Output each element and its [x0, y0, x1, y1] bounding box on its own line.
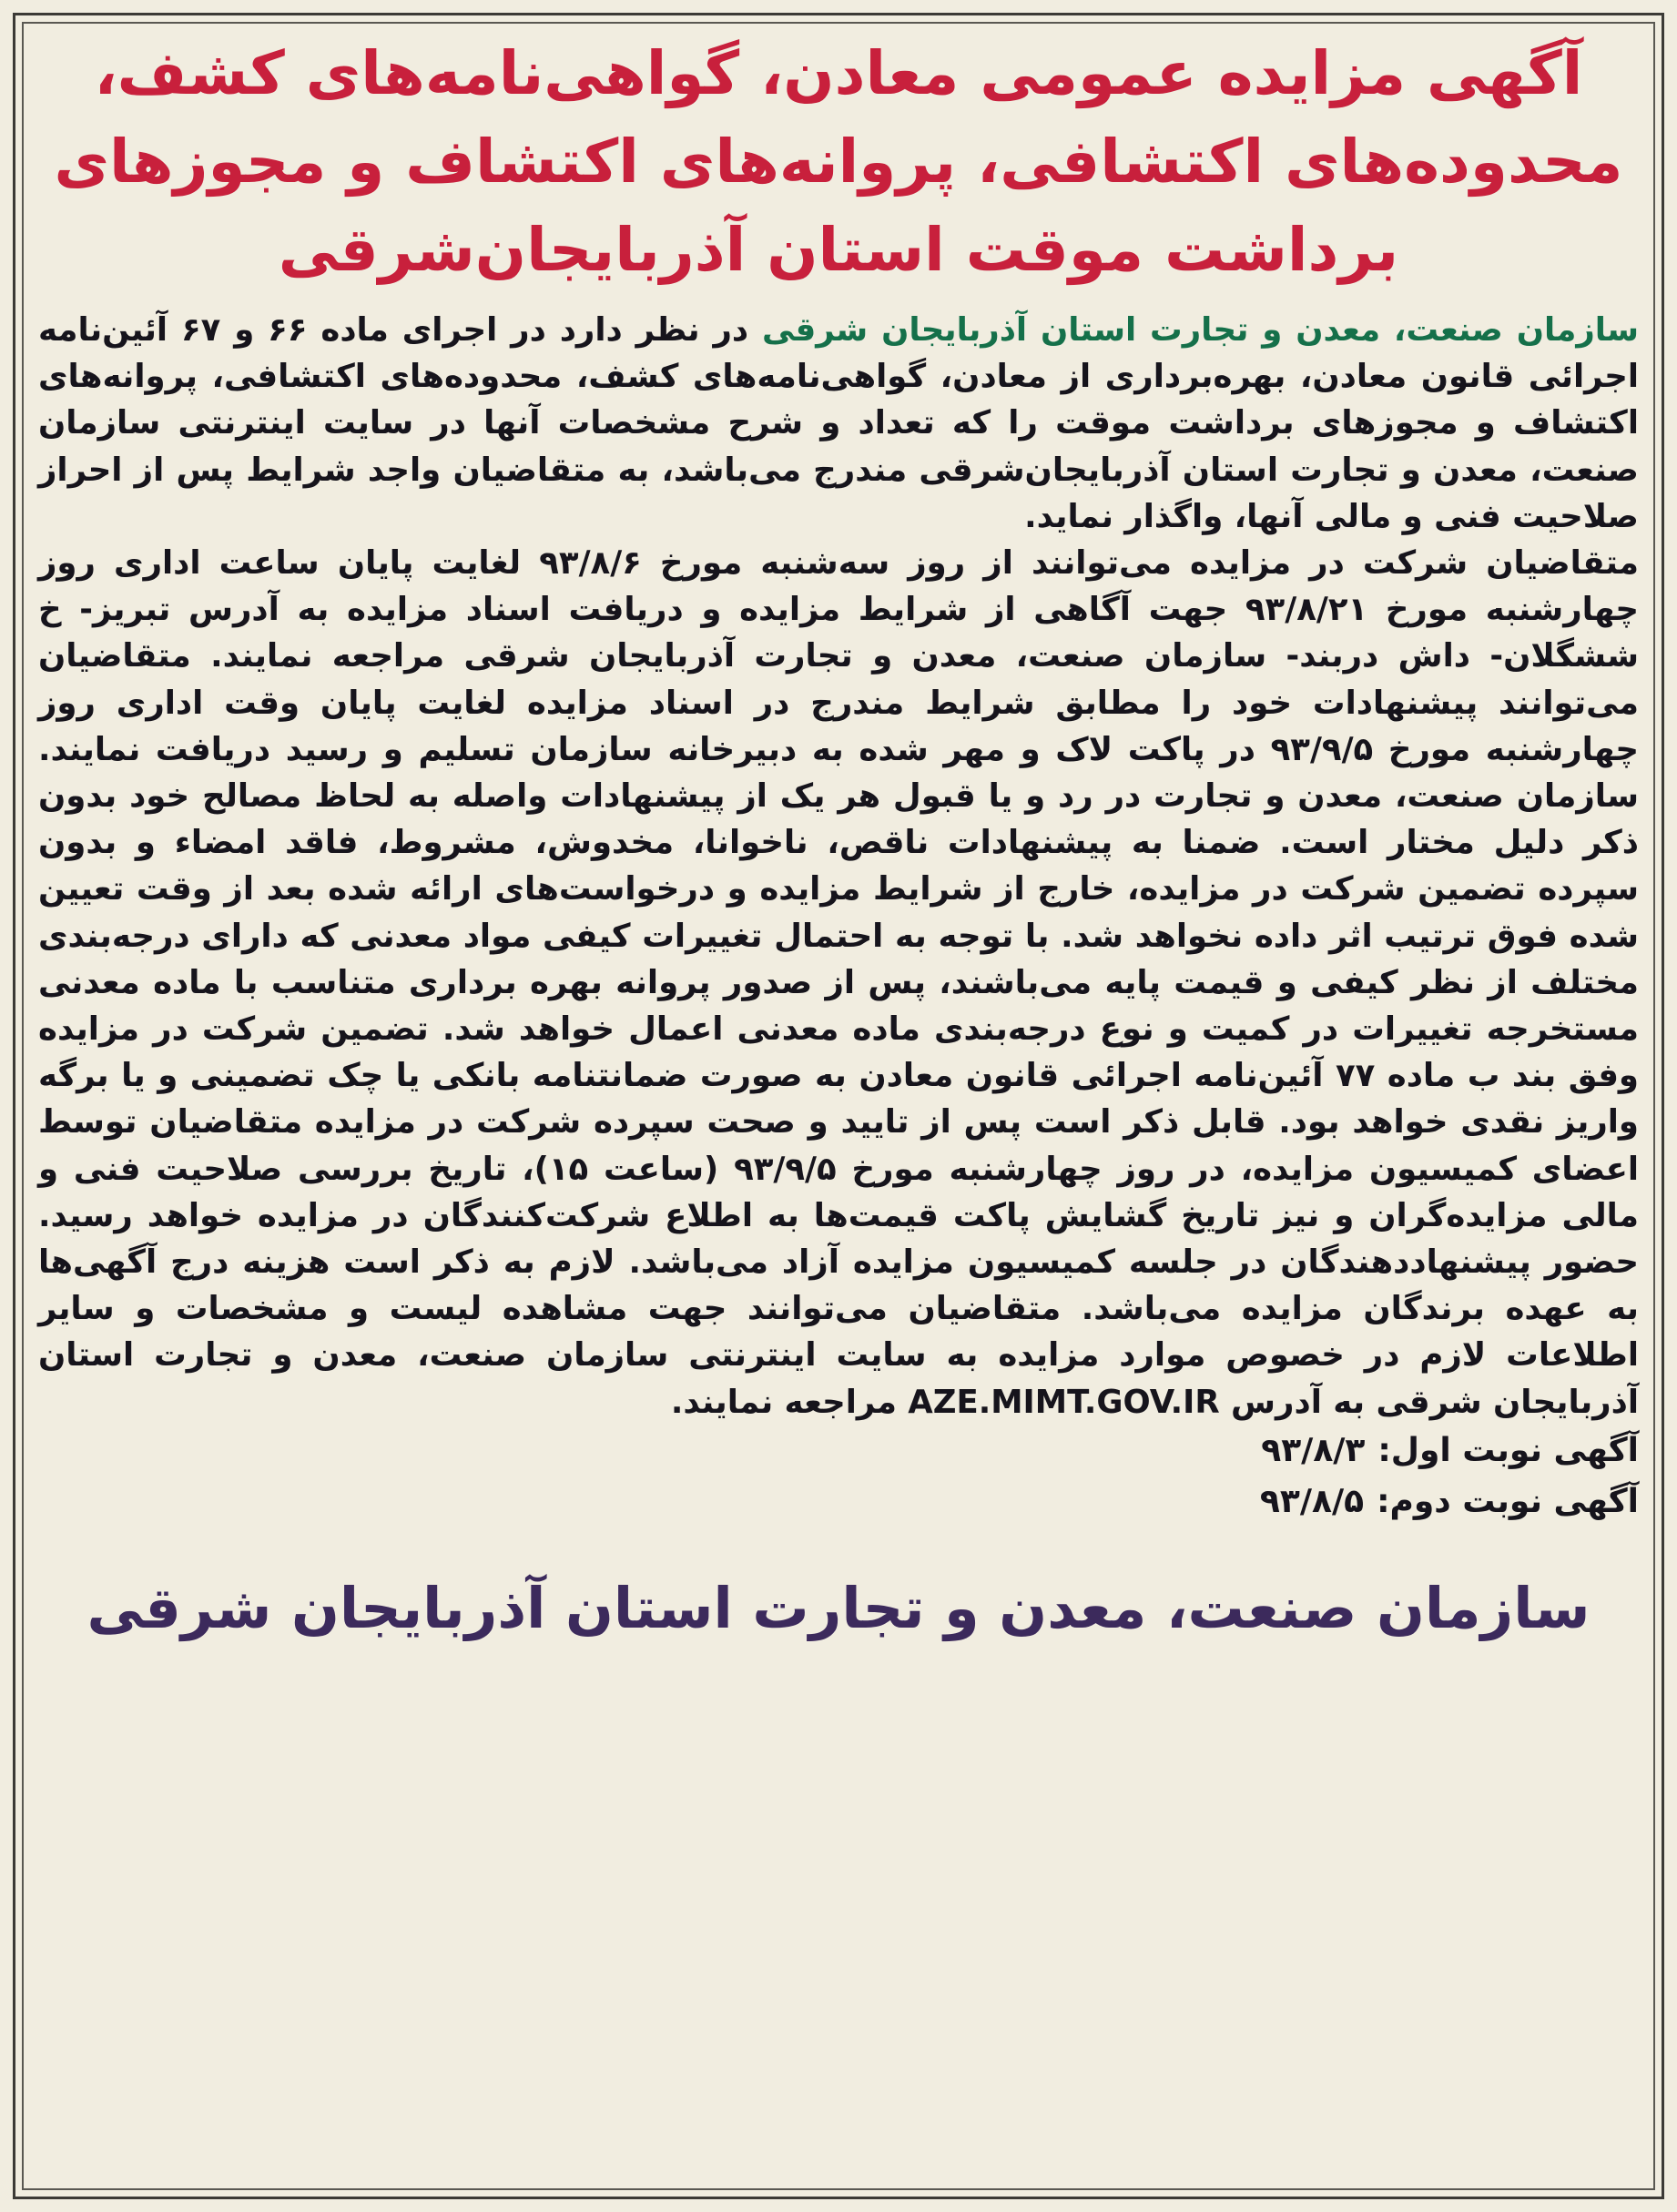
issuing-organization-signature: سازمان صنعت، معدن و تجارت استان آذربایجان شرقی [86, 1574, 1591, 1641]
body-paragraph-2 [38, 540, 1639, 1426]
paragraph-2-text: متقاضیان شرکت در مزایده می‌توانند از روز سه‌شنبه مورخ ۹۳/۸/۶ لغایت پایان ساعت اداری روز چهارشنبه مورخ ۹۳/۸/۲۱ جهت آگاهی از شرایط مزایده و دریافت اسناد مزایده به آدرس تبریز- خ ششگلان- داش دربند- سازمان صنعت، معدن و تجارت آذربایجان شرقی مراجعه نمایند. متقاضیان می‌توانند پیشنهادات خود را مطابق شرایط مندرج در اسناد مزایده لغایت پایان وقت اداری روز چهارشنبه مورخ ۹۳/۹/۵ در پاکت لاک و مهر شده به دبیرخانه سازمان تسلیم و رسید دریافت نمایند. سازمان صنعت، معدن و تجارت در رد و یا قبول هر یک از پیشنهادات واصله به لحاظ مصالح خود بدون ذکر دلیل مختار است. ضمنا به پیشنهادات ناقص، ناخوانا، مخدوش، مشروط، فاقد امضاء و بدون سپرده تضمین شرکت در مزایده، خارج از شرایط مزایده و درخواست‌های ارائه شده بعد از وقت تعیین شده فوق ترتیب اثر داده نخواهد شد. با توجه به احتمال تغییرات کیفی مواد معدنی که دارای درجه‌بندی مختلف از نظر کیفی و قیمت پایه می‌باشند، پس از صدور پروانه بهره برداری متناسب با ماده معدنی مستخرجه تغییرات در کمیت و نوع درجه‌بندی ماده معدنی اعمال خواهد شد. تضمین شرکت در مزایده وفق بند ب ماده ۷۷ آئین‌نامه اجرائی قانون معادن به صورت ضمانتنامه بانکی یا چک تضمینی و یا برگه واریز نقدی خواهد بود. قابل ذکر است پس از تایید و صحت سپرده شرکت در مزایده متقاضیان توسط اعضای کمیسیون مزایده، در روز چهارشنبه مورخ ۹۳/۹/۵ (ساعت ۱۵)، تاریخ بررسی صلاحیت فنی و مالی مزایده‌گران و نیز تاریخ گشایش پاکت قیمت‌ها به اطلاع شرکت‌کنندگان در مزایده خواهد رسید. حضور پیشنهاددهندگان در جلسه کمیسیون مزایده آزاد می‌باشد. لازم به ذکر است هزینه درج آگهی‌ها به عهده برندگان مزایده می‌باشد. متقاضیان می‌توانند جهت مشاهده لیست و مشخصات و سایر اطلاعات لازم در خصوص موارد مزایده به سایت اینترنتی سازمان صنعت، معدن و تجارت استان آذربایجان شرقی به آدرس [38, 544, 1639, 1421]
second-notice-date [38, 1476, 1639, 1527]
title-line-2: محدوده‌های اکتشافی، پروانه‌های اکتشاف و مجوزهای [54, 127, 1623, 197]
announcement [33, 29, 1644, 2183]
second-notice-label: آگهی نوبت دوم: [1377, 1482, 1639, 1520]
first-notice-label: آگهی نوبت اول: [1377, 1431, 1639, 1469]
announcement-body [38, 307, 1639, 1426]
paragraph-1-text: در نظر دارد در اجرای ماده ۶۶ و ۶۷ آئین‌نامه اجرائی قانون معادن، بهره‌برداری از معادن، گواهی‌نامه‌های کشف، محدوده‌های اکتشافی، پروانه‌های اکتشاف و مجوزهای برداشت موقت را که تعداد و شرح مشخصات آنها در سایت اینترنتی سازمان صنعت، معدن و تجارت استان آذربایجان‌شرقی مندرج می‌باشد، به متقاضیان واجد شرایط پس از احراز صلاحیت فنی و مالی آنها، واگذار نماید. [38, 311, 1639, 535]
organization-name: سازمان صنعت، معدن و تجارت استان آذربایجان شرقی [762, 311, 1639, 349]
first-notice-date [38, 1426, 1639, 1476]
first-notice-value: ۹۳/۸/۳ [1261, 1431, 1366, 1469]
paragraph-2-end: مراجعه نمایند. [670, 1383, 909, 1421]
website-address: AZE.MIMT.GOV.IR [908, 1383, 1220, 1421]
announcement-title [33, 29, 1644, 294]
title-line-1: آگهی مزایده عمومی معادن، گواهی‌نامه‌های کشف، [94, 38, 1583, 108]
second-notice-value: ۹۳/۸/۵ [1259, 1482, 1365, 1520]
title-line-3: برداشت موقت استان آذربایجان‌شرقی [278, 215, 1399, 285]
body-paragraph-1 [38, 307, 1639, 540]
